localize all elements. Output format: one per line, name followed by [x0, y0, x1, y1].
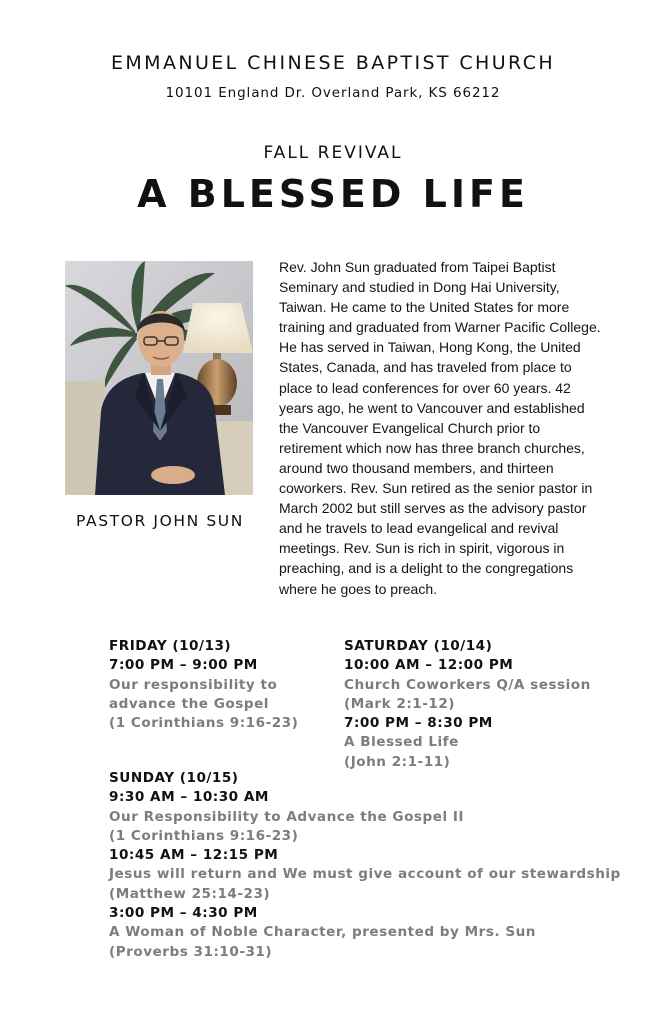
session-title: Church Coworkers Q/A session [344, 676, 591, 693]
session-time: 9:30 AM – 10:30 AM [109, 789, 269, 806]
session-title: A Woman of Noble Character, presented by Mrs. Sun [109, 924, 536, 941]
event-subtitle: FALL REVIVAL [263, 143, 403, 163]
session-scripture: (Mark 2:1-12) [344, 695, 456, 712]
session-scripture: (Matthew 25:14-23) [109, 885, 271, 902]
session-time: 10:45 AM – 12:15 PM [109, 847, 279, 864]
session-title: Jesus will return and We must give account of our stewardship [109, 866, 621, 883]
session-title: Our responsibility to [109, 676, 278, 693]
session-scripture: (John 2:1-11) [344, 753, 451, 770]
day-heading: SUNDAY (10/15) [109, 770, 239, 786]
pastor-photo [65, 261, 253, 495]
schedule-saturday [344, 637, 591, 772]
session-title: Our Responsibility to Advance the Gospel II [109, 808, 464, 825]
church-name: EMMANUEL CHINESE BAPTIST CHURCH [110, 52, 556, 74]
session-scripture: (1 Corinthians 9:16-23) [109, 715, 299, 732]
church-address: 10101 England Dr. Overland Park, KS 66212 [165, 85, 501, 101]
schedule-friday [109, 637, 298, 733]
session-time: 10:00 AM – 12:00 PM [344, 657, 514, 674]
session-scripture: (1 Corinthians 9:16-23) [109, 827, 299, 844]
session-time: 7:00 PM – 9:00 PM [109, 657, 258, 674]
schedule-sunday [109, 769, 621, 962]
session-time: 3:00 PM – 4:30 PM [109, 905, 258, 922]
session-title: advance the Gospel [109, 695, 269, 712]
session-time: 7:00 PM – 8:30 PM [344, 715, 493, 732]
event-title: A BLESSED LIFE [137, 172, 529, 216]
day-heading: SATURDAY (10/14) [344, 638, 493, 654]
day-heading: FRIDAY (10/13) [109, 638, 232, 654]
pastor-bio: Rev. John Sun graduated from Taipei Baptist Seminary and studied in Dong Hai University, Taiwan. He came to the United States for more training and graduated from Warner Pacific College. He has served in Taiwan, Hong Kong, the United States, Canada, and has traveled from place to place to lead conferences for over 60 years. 42 years ago, he went to Vancouver and established the Vancouver Evangelical Church prior to retirement which now has three branch churches, around two thousand members, and thirteen coworkers. Rev. Sun retired as the senior pastor in March 2002 but still serves as the advisory pastor and he travels to lead evangelical and revival meetings. Rev. Sun is rich in spirit, vigorous in preaching, and is a delight to the congregations where he goes to preach. [279, 259, 601, 597]
pastor-caption: PASTOR JOHN SUN [76, 512, 244, 530]
session-title: A Blessed Life [344, 734, 459, 751]
session-scripture: (Proverbs 31:10-31) [109, 943, 273, 960]
